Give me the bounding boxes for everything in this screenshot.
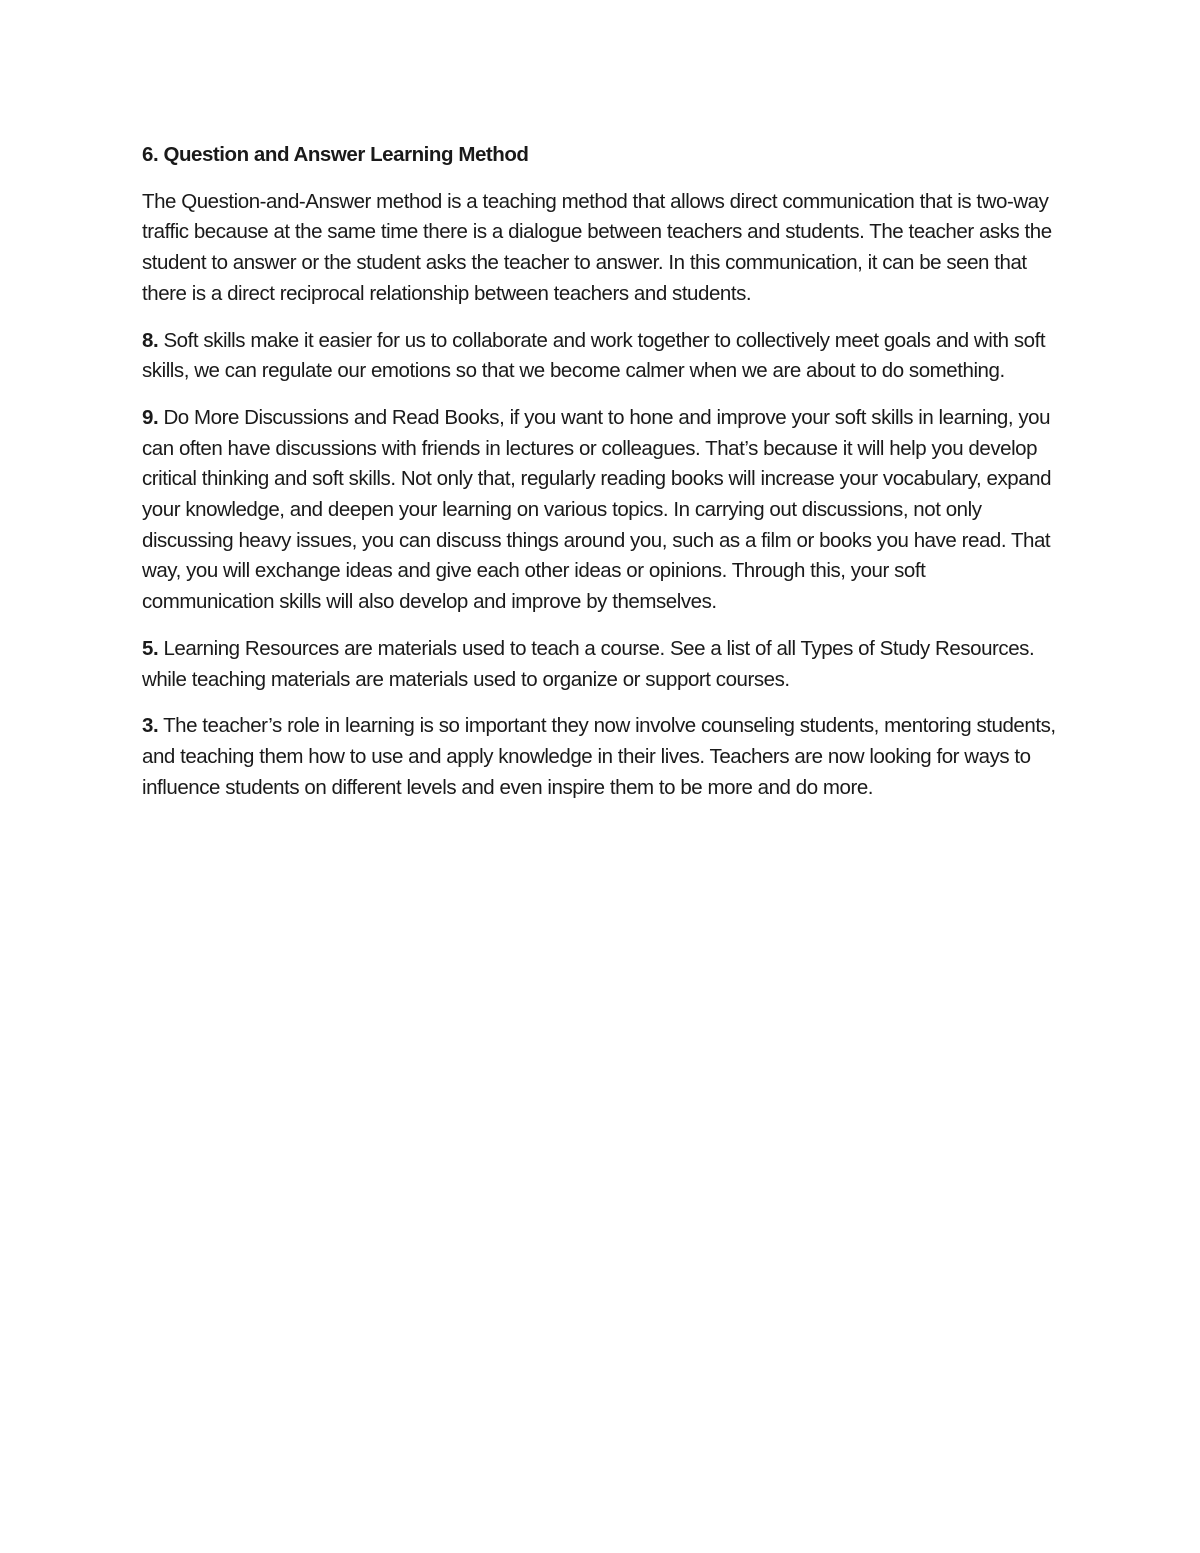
paragraph-teacher-role bbox=[142, 711, 1062, 803]
paragraph-number: 3. bbox=[142, 714, 159, 738]
paragraph-number: 9. bbox=[142, 405, 159, 429]
paragraph-text: Do More Discussions and Read Books, if you want to hone and improve your soft skills in learning, you can often have discussions with friends in lectures or colleagues. That’s because it will help you develop critical thinking and soft skills. Not only that, regularly reading books will increase your vocabulary, expand your knowledge, and deepen your learning on various topics. In carrying out discussions, not only discussing heavy issues, you can discuss things around you, such as a film or books you have read. That way, you will exchange ideas and give each other ideas or opinions. Through this, your soft communication skills will also develop and improve by themselves. bbox=[142, 405, 1052, 614]
paragraph-question-answer-method bbox=[142, 187, 1062, 310]
section-heading: 6. Question and Answer Learning Method bbox=[142, 143, 529, 166]
paragraph-text: The Question-and-Answer method is a teaching method that allows direct communication that is two-way traffic because at the same time there is a dialogue between teachers and students. The teacher asks the student to answer or the student asks the teacher to answer. In this communication, it can be seen that there is a direct reciprocal relationship between teachers and students. bbox=[142, 189, 1052, 305]
paragraph-discussions-books bbox=[142, 403, 1062, 618]
paragraph-text: Soft skills make it easier for us to collaborate and work together to collectively meet goals and with soft skills, we can regulate our emotions so that we become calmer when we are about to do something. bbox=[142, 328, 1046, 383]
paragraph-text: The teacher’s role in learning is so important they now involve counseling students, mentoring students, and teaching them how to use and apply knowledge in their lives. Teachers are now looking for ways to influence students on different levels and even inspire them to be more and do more. bbox=[142, 714, 1056, 799]
paragraph-number: 5. bbox=[142, 636, 159, 660]
paragraph-soft-skills bbox=[142, 326, 1062, 387]
paragraph-number: 8. bbox=[142, 328, 159, 352]
paragraph-learning-resources bbox=[142, 634, 1062, 695]
paragraph-text: Learning Resources are materials used to teach a course. See a list of all Types of Study Resources. while teaching materials are materials used to organize or support courses. bbox=[142, 636, 1035, 691]
document-body bbox=[142, 140, 1062, 819]
